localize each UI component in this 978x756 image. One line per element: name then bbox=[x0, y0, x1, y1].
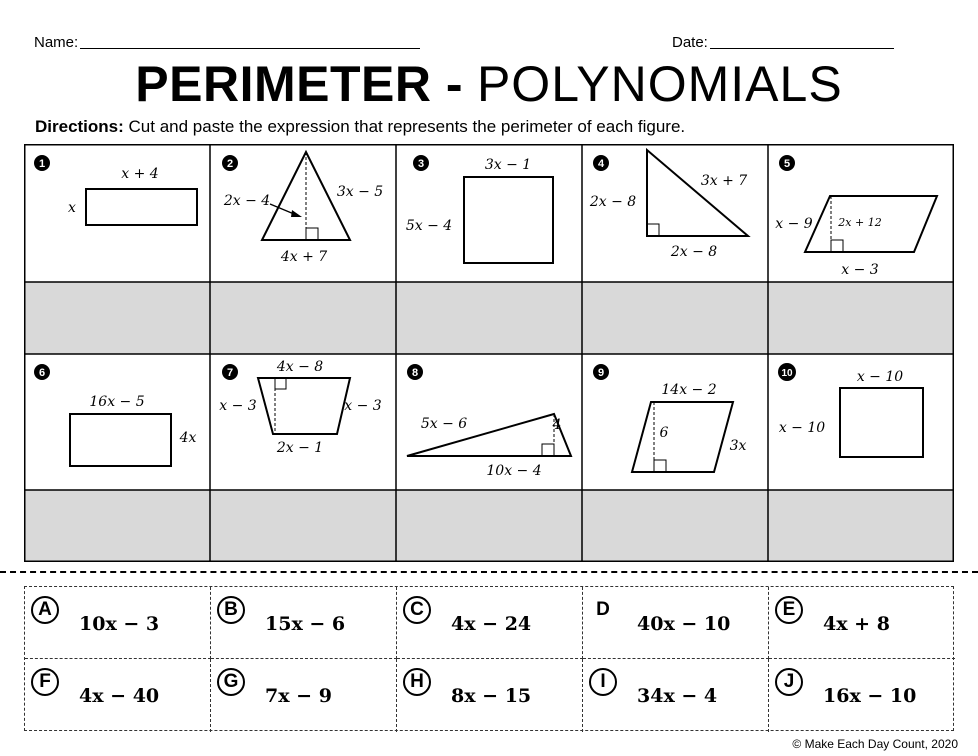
page-title bbox=[0, 52, 978, 116]
answer-expression: 34x − 4 bbox=[637, 685, 718, 707]
answer-letter-badge: J bbox=[775, 668, 803, 696]
problem-2-number: 2 bbox=[226, 158, 234, 170]
problem-5-number: 5 bbox=[783, 158, 791, 170]
right-triangle-shape bbox=[647, 150, 748, 236]
problem-8-number: 8 bbox=[411, 367, 419, 379]
problem-10 bbox=[778, 363, 923, 457]
trapezoid-shape bbox=[258, 378, 350, 434]
problem-3 bbox=[406, 155, 553, 263]
problem-5 bbox=[775, 155, 937, 278]
problem-8-label-height: 4 bbox=[552, 417, 562, 433]
answer-choices bbox=[24, 586, 954, 731]
answer-card-i[interactable] bbox=[583, 659, 769, 732]
problem-7-label-left: x − 3 bbox=[219, 398, 257, 414]
square-shape bbox=[464, 177, 553, 263]
answer-expression: 10x − 3 bbox=[79, 613, 160, 635]
directions-text: Cut and paste the expression that represents the perimeter of each figure. bbox=[128, 117, 686, 136]
problem-2-label-bottom: 4x + 7 bbox=[280, 249, 328, 265]
right-angle-mark bbox=[647, 224, 659, 236]
answer-expression: 16x − 10 bbox=[823, 685, 917, 707]
problem-7 bbox=[219, 359, 382, 456]
problem-3-label-left: 5x − 4 bbox=[405, 218, 453, 234]
problem-8-label-bottom: 10x − 4 bbox=[486, 463, 542, 479]
answer-letter: D bbox=[596, 599, 610, 620]
problem-7-label-right: x − 3 bbox=[344, 398, 382, 414]
problem-1-label-left: x bbox=[68, 200, 76, 216]
copyright: © Make Each Day Count, 2020 bbox=[792, 737, 958, 751]
problem-2-label-left: 2x − 4 bbox=[223, 193, 271, 209]
answer-letter-badge: A bbox=[31, 596, 59, 624]
problem-4-label-bottom: 2x − 8 bbox=[670, 244, 718, 260]
answer-expression: 4x − 40 bbox=[79, 685, 160, 707]
problem-6 bbox=[34, 364, 197, 466]
worksheet-grid bbox=[24, 144, 954, 562]
answer-card-f[interactable] bbox=[25, 659, 211, 732]
answer-letter-badge: I bbox=[589, 668, 617, 696]
answer-letter-badge: B bbox=[217, 596, 245, 624]
right-angle-mark bbox=[654, 460, 666, 472]
parallelogram-shape bbox=[632, 402, 733, 472]
cut-line bbox=[0, 571, 978, 573]
problem-8-label-left: 5x − 6 bbox=[420, 416, 468, 432]
problem-1-number: 1 bbox=[38, 158, 46, 170]
answer-card-d[interactable] bbox=[583, 587, 769, 659]
answer-letter-badge: G bbox=[217, 668, 245, 696]
problem-3-label-top: 3x − 1 bbox=[484, 157, 532, 173]
answer-card-a[interactable] bbox=[25, 587, 211, 659]
problem-6-label-top: 16x − 5 bbox=[89, 394, 145, 410]
right-angle-mark bbox=[831, 240, 843, 252]
problem-4-number: 4 bbox=[597, 158, 605, 170]
answer-letter-badge: F bbox=[31, 668, 59, 696]
date-label: Date: bbox=[672, 34, 708, 51]
rectangle-shape bbox=[70, 414, 171, 466]
problem-2-label-right: 3x − 5 bbox=[336, 184, 384, 200]
answer-card-e[interactable] bbox=[769, 587, 955, 659]
problem-5-label-bottom: x − 3 bbox=[841, 262, 879, 278]
answer-expression: 4x + 8 bbox=[823, 613, 890, 635]
problem-10-label-left: x − 10 bbox=[778, 420, 826, 436]
problem-6-label-right: 4x bbox=[179, 430, 197, 446]
answer-card-c[interactable] bbox=[397, 587, 583, 659]
title-bold: PERIMETER - bbox=[135, 56, 464, 112]
answer-expression: 4x − 24 bbox=[451, 613, 532, 635]
name-field[interactable] bbox=[34, 34, 420, 51]
problem-6-number: 6 bbox=[38, 367, 46, 379]
problem-1-label-top: x + 4 bbox=[121, 166, 159, 182]
square-shape bbox=[840, 388, 923, 457]
name-label: Name: bbox=[34, 34, 79, 51]
date-blank-line[interactable] bbox=[710, 34, 894, 49]
answer-card-h[interactable] bbox=[397, 659, 583, 732]
answer-row-1[interactable] bbox=[24, 282, 954, 354]
problem-9 bbox=[593, 364, 747, 472]
answer-letter-badge: H bbox=[403, 668, 431, 696]
problem-7-label-top: 4x − 8 bbox=[276, 359, 324, 375]
answer-letter-badge: E bbox=[775, 596, 803, 624]
problem-9-label-right: 3x bbox=[729, 438, 747, 454]
problem-5-label-height: 2x + 12 bbox=[838, 216, 882, 229]
date-field[interactable] bbox=[672, 34, 894, 51]
problem-5-label-left: x − 9 bbox=[775, 216, 813, 232]
rectangle-shape bbox=[86, 189, 197, 225]
arrow-line bbox=[270, 204, 294, 214]
directions bbox=[35, 117, 685, 137]
problem-10-label-top: x − 10 bbox=[856, 369, 904, 385]
answer-expression: 7x − 9 bbox=[265, 685, 332, 707]
problem-9-label-height: 6 bbox=[659, 425, 669, 441]
answer-expression: 40x − 10 bbox=[637, 613, 731, 635]
arrow-head bbox=[291, 210, 302, 217]
problem-4-label-left: 2x − 8 bbox=[589, 194, 637, 210]
answer-expression: 8x − 15 bbox=[451, 685, 532, 707]
problem-1 bbox=[34, 155, 197, 225]
answer-card-b[interactable] bbox=[211, 587, 397, 659]
answer-card-g[interactable] bbox=[211, 659, 397, 732]
problem-9-number: 9 bbox=[597, 367, 605, 379]
problem-3-number: 3 bbox=[417, 158, 425, 170]
directions-label: Directions: bbox=[35, 117, 124, 136]
answer-card-j[interactable] bbox=[769, 659, 955, 732]
right-angle-mark bbox=[542, 444, 554, 456]
problem-10-number: 10 bbox=[781, 368, 793, 379]
problem-7-number: 7 bbox=[226, 367, 234, 379]
answer-letter-badge: C bbox=[403, 596, 431, 624]
problem-4-label-hypotenuse: 3x + 7 bbox=[700, 173, 748, 189]
right-angle-mark bbox=[306, 228, 318, 240]
title-light: POLYNOMIALS bbox=[476, 56, 843, 112]
right-angle-mark bbox=[275, 378, 286, 389]
problem-8 bbox=[407, 364, 571, 479]
problem-4 bbox=[589, 150, 748, 260]
name-blank-line[interactable] bbox=[80, 34, 420, 49]
problem-9-label-top: 14x − 2 bbox=[661, 382, 717, 398]
answer-expression: 15x − 6 bbox=[265, 613, 346, 635]
problem-7-label-bottom: 2x − 1 bbox=[276, 440, 324, 456]
problem-2 bbox=[222, 152, 383, 265]
answer-row-2[interactable] bbox=[24, 490, 954, 562]
